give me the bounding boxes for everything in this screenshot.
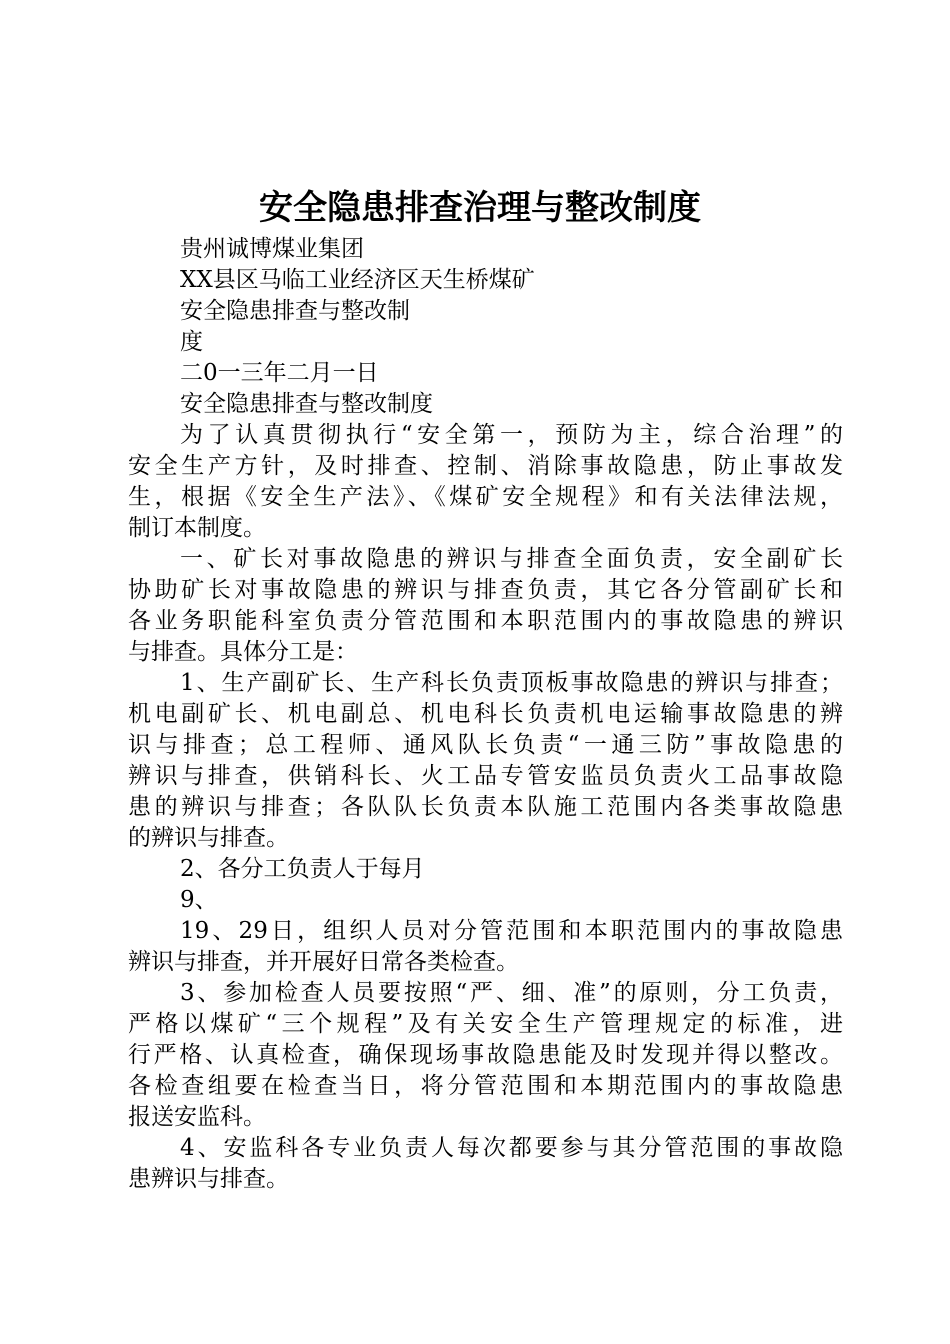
body-line: 行严格、认真检查，确保现场事故隐患能及时发现并得以整改。 [128, 1042, 843, 1068]
document-body [128, 234, 843, 1195]
body-line: 患的辨识与排查；各队队长负责本队施工范围内各类事故隐患 [128, 794, 843, 820]
body-line: 报送安监科。 [128, 1104, 266, 1130]
body-line: 安全隐患排查与整改制度 [180, 391, 433, 417]
body-line: 协助矿长对事故隐患的辨识与排查负责，其它各分管副矿长和 [128, 577, 843, 603]
body-line: 1、生产副矿长、生产科长负责顶板事故隐患的辨识与排查； [180, 670, 843, 696]
body-line: 与排查。具体分工是： [128, 639, 358, 665]
body-line: 机电副矿长、机电副总、机电科长负责机电运输事故隐患的辨 [128, 701, 843, 727]
body-line: 一、矿长对事故隐患的辨识与排查全面负责，安全副矿长 [180, 546, 843, 572]
body-line: 辨识与排查，并开展好日常各类检查。 [128, 949, 519, 975]
body-line: 的辨识与排查。 [128, 825, 289, 851]
body-line: 3、参加检查人员要按照“严、细、准”的原则，分工负责， [180, 980, 843, 1006]
body-line: 生，根据《安全生产法》、《煤矿安全规程》和有关法律法规， [128, 484, 843, 510]
body-line: 安全生产方针，及时排查、控制、消除事故隐患，防止事故发 [128, 453, 843, 479]
body-line: 各检查组要在检查当日，将分管范围和本期范围内的事故隐患 [128, 1073, 843, 1099]
body-line: XX县区马临工业经济区天生桥煤矿 [180, 267, 535, 293]
document-title: 安全隐患排查治理与整改制度 [259, 188, 701, 228]
body-line: 为了认真贯彻执行“安全第一，预防为主，综合治理”的 [180, 422, 843, 448]
body-line: 19、29日，组织人员对分管范围和本职范围内的事故隐患 [180, 918, 843, 944]
body-line: 患辨识与排查。 [128, 1166, 289, 1192]
body-line: 识与排查；总工程师、通风队长负责“一通三防”事故隐患的 [128, 732, 843, 758]
body-line: 4、安监科各专业负责人每次都要参与其分管范围的事故隐 [180, 1135, 843, 1161]
body-line: 9、 [180, 887, 218, 913]
body-line: 安全隐患排查与整改制 [180, 298, 410, 324]
body-line: 辨识与排查，供销科长、火工品专管安监员负责火工品事故隐 [128, 763, 843, 789]
body-line: 二0一三年二月一日 [180, 360, 379, 386]
body-line: 贵州诚博煤业集团 [180, 236, 364, 262]
body-line: 各业务职能科室负责分管范围和本职范围内的事故隐患的辨识 [128, 608, 843, 634]
body-line: 严格以煤矿“三个规程”及有关安全生产管理规定的标准，进 [128, 1011, 843, 1037]
body-line: 制订本制度。 [128, 515, 266, 541]
body-line: 2、各分工负责人于每月 [180, 856, 425, 882]
body-line: 度 [180, 329, 203, 355]
